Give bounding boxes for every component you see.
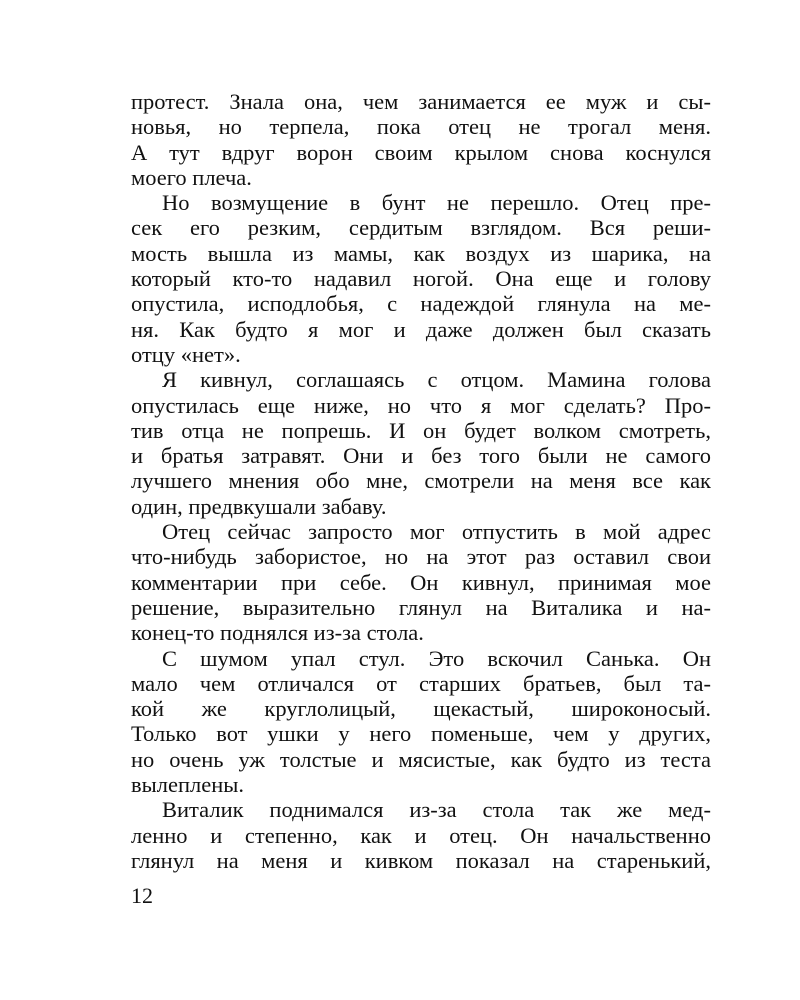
text-line: А тут вдруг ворон своим крылом снова коснулся xyxy=(131,139,711,165)
paragraph-5 xyxy=(131,646,711,798)
text-line: Только вот ушки у него поменьше, чем у других, xyxy=(131,721,711,747)
text-line: вылеплены. xyxy=(131,772,244,798)
text-line: глянул на меня и кивком показал на старенький, xyxy=(131,847,711,873)
text-line: ня. Как будто я мог и даже должен был сказать xyxy=(131,316,711,342)
page-number: 12 xyxy=(131,883,153,908)
text-line: кой же круглолицый, щекастый, широконосый. xyxy=(131,696,711,722)
paragraph-2 xyxy=(131,190,711,367)
text-line: один, предвкушали забаву. xyxy=(131,493,387,519)
text-line: комментарии при себе. Он кивнул, принимая мое xyxy=(131,569,711,595)
body-text xyxy=(131,89,711,873)
text-line: Я кивнул, соглашаясь с отцом. Мамина голова xyxy=(162,367,711,393)
text-line: опустилась еще ниже, но что я мог сделать? Про- xyxy=(131,392,711,418)
text-line: С шумом упал стул. Это вскочил Санька. Он xyxy=(162,645,711,671)
text-line: протест. Знала она, чем занимается ее муж и сы- xyxy=(131,89,711,114)
text-line: Отец сейчас запросто мог отпустить в мой адрес xyxy=(162,519,711,545)
paragraph-6 xyxy=(131,797,711,873)
text-line: ленно и степенно, как и отец. Он начальственно xyxy=(131,822,711,848)
text-line: опустила, исподлобья, с надеждой глянула на ме- xyxy=(131,291,711,317)
text-line: отцу «нет». xyxy=(131,341,241,367)
text-line: сек его резким, сердитым взглядом. Вся реши- xyxy=(131,215,711,241)
text-line: что-нибудь забористое, но на этот раз оставил свои xyxy=(131,544,711,570)
text-line: тив отца не попрешь. И он будет волком смотреть, xyxy=(131,417,711,443)
paragraph-4 xyxy=(131,519,711,645)
text-line: который кто-то надавил ногой. Она еще и голову xyxy=(131,266,711,292)
text-line: и братья затравят. Они и без того были не самого xyxy=(131,443,711,469)
text-line: но очень уж толстые и мясистые, как будто из теста xyxy=(131,746,711,772)
text-line: мость вышла из мамы, как воздух из шарика, на xyxy=(131,240,711,266)
text-line: конец-то поднялся из-за стола. xyxy=(131,620,424,646)
text-line: лучшего мнения обо мне, смотрели на меня все как xyxy=(131,468,711,494)
paragraph-3 xyxy=(131,367,711,519)
text-line: Виталик поднимался из-за стола так же мед- xyxy=(162,797,711,823)
text-line: Но возмущение в бунт не перешло. Отец пре- xyxy=(162,190,711,216)
text-line: моего плеча. xyxy=(131,164,252,190)
paragraph-1 xyxy=(131,89,711,190)
text-line: новья, но терпела, пока отец не трогал меня. xyxy=(131,114,711,140)
text-line: мало чем отличался от старших братьев, был та- xyxy=(131,670,711,696)
text-line: решение, выразительно глянул на Виталика и на- xyxy=(131,594,711,620)
